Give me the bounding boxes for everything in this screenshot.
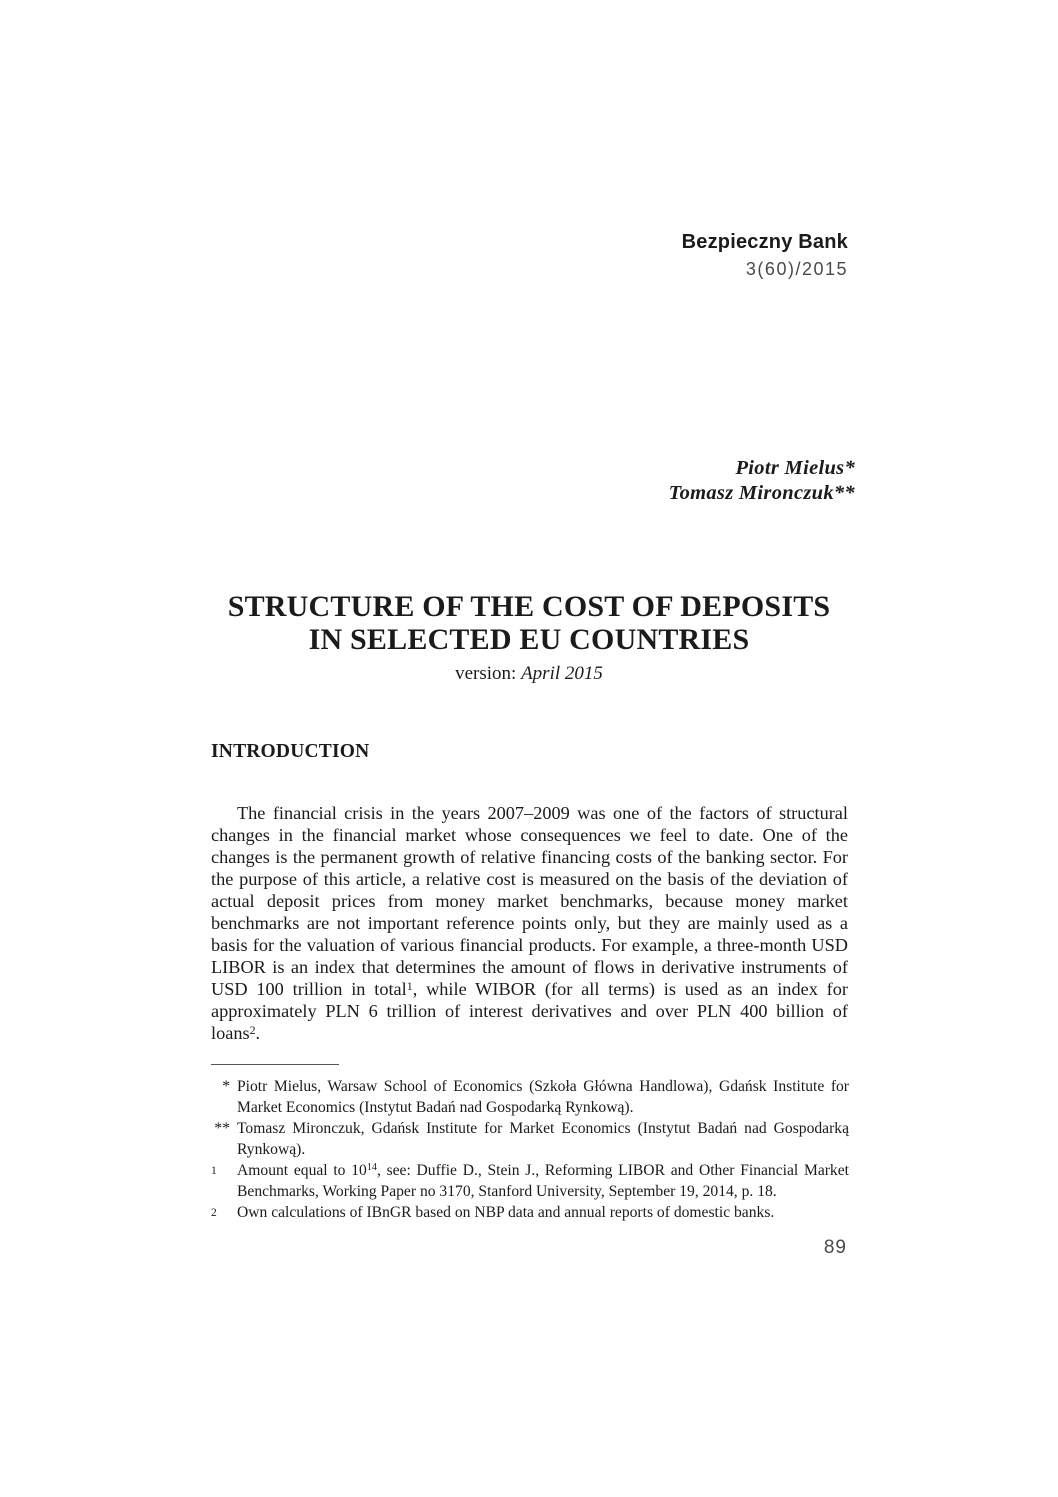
paragraph-text-3: . bbox=[255, 1023, 261, 1044]
footnote-author-1 bbox=[211, 1076, 849, 1118]
footnote-marker: ** bbox=[214, 1120, 230, 1137]
journal-issue: 3(60)/2015 bbox=[745, 259, 848, 279]
version-label: version: bbox=[455, 663, 522, 684]
author-2: Tomasz Mironczuk** bbox=[668, 482, 855, 504]
footnote-text: Piotr Mielus, Warsaw School of Economics (Szkoła Główna Handlowa), Gdańsk Institute for Market Economics (Instytut Badań nad Gospodarką Rynkową). bbox=[237, 1078, 849, 1116]
paragraph-text-1: The financial crisis in the years 2007–2009 was one of the factors of structural changes in the financial market whose consequences we feel to date. One of the changes is the permanent growth of relative financing costs of the banking sector. For the purpose of this article, a relative cost is measured on the basis of the deviation of actual deposit prices from money market benchmarks, because money market benchmarks are not important reference points only, but they are mainly used as a basis for the valuation of various financial products. For example, a three-month USD LIBOR is an index that determines the amount of flows in derivative instruments of USD 100 trillion in total bbox=[211, 803, 848, 1000]
journal-header bbox=[682, 231, 848, 280]
version-value: April 2015 bbox=[521, 663, 603, 684]
journal-name: Bezpieczny Bank bbox=[681, 231, 848, 253]
footnote-separator-rule bbox=[211, 1064, 339, 1065]
footnote-2 bbox=[211, 1202, 849, 1224]
article-title-line-2: IN SELECTED EU COUNTRIES bbox=[308, 623, 750, 656]
authors-block bbox=[669, 456, 855, 506]
footnote-text: Tomasz Mironczuk, Gdańsk Institute for Market Economics (Instytut Badań nad Gospodarką Rynkową). bbox=[237, 1120, 849, 1158]
footnote-ref-1: 1 bbox=[406, 978, 413, 993]
footnote-ref-2: 2 bbox=[249, 1022, 256, 1037]
paragraph-text-2: , while WIBOR (for all terms) is used as an index for approximately PLN 6 trillion of interest derivatives and over PLN 400 billion of loans bbox=[211, 979, 848, 1044]
author-1: Piotr Mielus* bbox=[735, 457, 855, 479]
version-line bbox=[211, 663, 847, 685]
superscript-14: 14 bbox=[366, 1162, 377, 1174]
footnote-author-2 bbox=[211, 1118, 849, 1160]
footnote-1 bbox=[211, 1160, 849, 1202]
article-title-line-1: STRUCTURE OF THE COST OF DEPOSITS bbox=[227, 590, 831, 623]
article-title-block bbox=[211, 590, 847, 685]
page-number: 89 bbox=[823, 1237, 847, 1258]
introduction-heading: INTRODUCTION bbox=[211, 741, 370, 762]
footnotes-block bbox=[211, 1076, 849, 1224]
introduction-paragraph bbox=[211, 802, 848, 1044]
footnote-marker: 1 bbox=[211, 1165, 217, 1177]
footnote-text: Own calculations of IBnGR based on NBP data and annual reports of domestic banks. bbox=[237, 1204, 775, 1221]
footnote-text: Amount equal to $10^{14}$, see: Duffie D., Stein J., Reforming LIBOR and Other Financial Market Benchmarks, Working Paper no 3170, Stanford University, September 19, 2014, p. 18. bbox=[237, 1162, 849, 1200]
footnote-marker: * bbox=[222, 1078, 230, 1095]
footnote-marker: 2 bbox=[211, 1207, 217, 1219]
